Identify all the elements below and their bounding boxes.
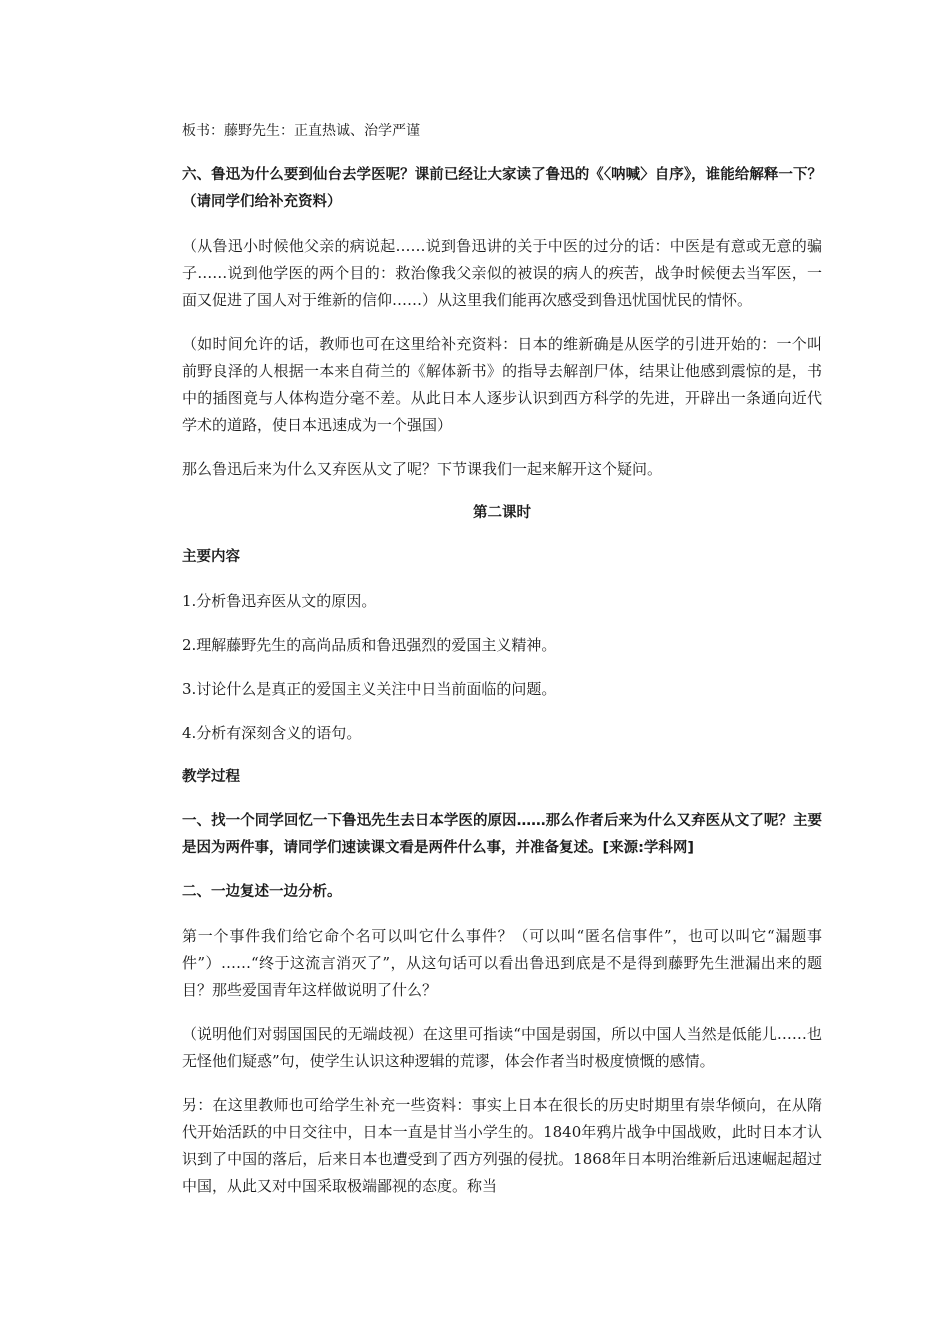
main-content-heading: 主要内容 (182, 549, 240, 565)
list-item: 1.分析鲁迅弃医从文的原因。 (182, 592, 377, 610)
step-one: 一、找一个同学回忆一下鲁迅先生去日本学医的原因……那么作者后来为什么又弃医从文了呢？主要是因为两件事，请同学们速读课文看是两件什么事，并准备复述。[来源:学科网] (182, 813, 822, 856)
question-six: 六、鲁迅为什么要到仙台去学医呢？课前已经让大家读了鲁迅的《〈呐喊〉自序》，谁能给解释一下？（请同学们给补充资料） (182, 167, 822, 210)
paragraph-transition: 那么鲁迅后来为什么又弃医从文了呢？下节课我们一起来解开这个疑问。 (182, 460, 663, 478)
paragraph-history: 另：在这里教师也可给学生补充一些资料：事实上日本在很长的历史时期里有崇华倾向，在从隋代开始活跃的中日交往中，日本一直是甘当小学生的。1840年鸦片战争中国战败，此时日本才认识到了中国的落后，后来日本也遭受到了西方列强的侵扰。1868年日本明治维新后迅速崛起超过中国，从此又对中国采取极端鄙视的态度。称当 (182, 1096, 822, 1195)
paragraph-explanation: （从鲁迅小时候他父亲的病说起……说到鲁迅讲的关于中医的过分的话：中医是有意或无意的骗子……说到他学医的两个目的：救治像我父亲似的被误的病人的疾苦，战争时候便去当军医，一面又促进了国人对于维新的信仰……）从这里我们能再次感受到鲁迅忧国忧民的情怀。 (182, 237, 822, 309)
paragraph-supplement: （如时间允许的话，教师也可在这里给补充资料：日本的维新确是从医学的引进开始的：一个叫前野良泽的人根据一本来自荷兰的《解体新书》的指导去解剖尸体，结果让他感到震惊的是，书中的插图竟与人体构造分毫不差。从此日本人逐步认识到西方科学的先进，开辟出一条通向近代学术的道路，使日本迅速成为一个强国） (182, 335, 822, 434)
list-item: 4.分析有深刻含义的语句。 (182, 724, 362, 742)
paragraph-event-one: 第一个事件我们给它命个名可以叫它什么事件？（可以叫“匿名信事件”，也可以叫它“漏题事件”）……“终于这流言消灭了”，从这句话可以看出鲁迅到底是不是得到藤野先生泄漏出来的题目？那些爱国青年这样做说明了什么？ (182, 927, 822, 999)
document-page (182, 118, 822, 1217)
process-heading: 教学过程 (182, 769, 240, 785)
board-note: 板书：藤野先生：正直热诚、治学严谨 (182, 123, 420, 139)
lesson-two-heading: 第二课时 (473, 505, 531, 521)
step-two: 二、一边复述一边分析。 (182, 884, 342, 900)
paragraph-analysis: （说明他们对弱国国民的无端歧视）在这里可指读“中国是弱国，所以中国人当然是低能儿……也无怪他们疑惑”句，使学生认识这种逻辑的荒谬，体会作者当时极度愤慨的感情。 (182, 1025, 822, 1070)
list-item: 3.讨论什么是真正的爱国主义关注中日当前面临的问题。 (182, 680, 557, 698)
list-item: 2.理解藤野先生的高尚品质和鲁迅强烈的爱国主义精神。 (182, 636, 557, 654)
